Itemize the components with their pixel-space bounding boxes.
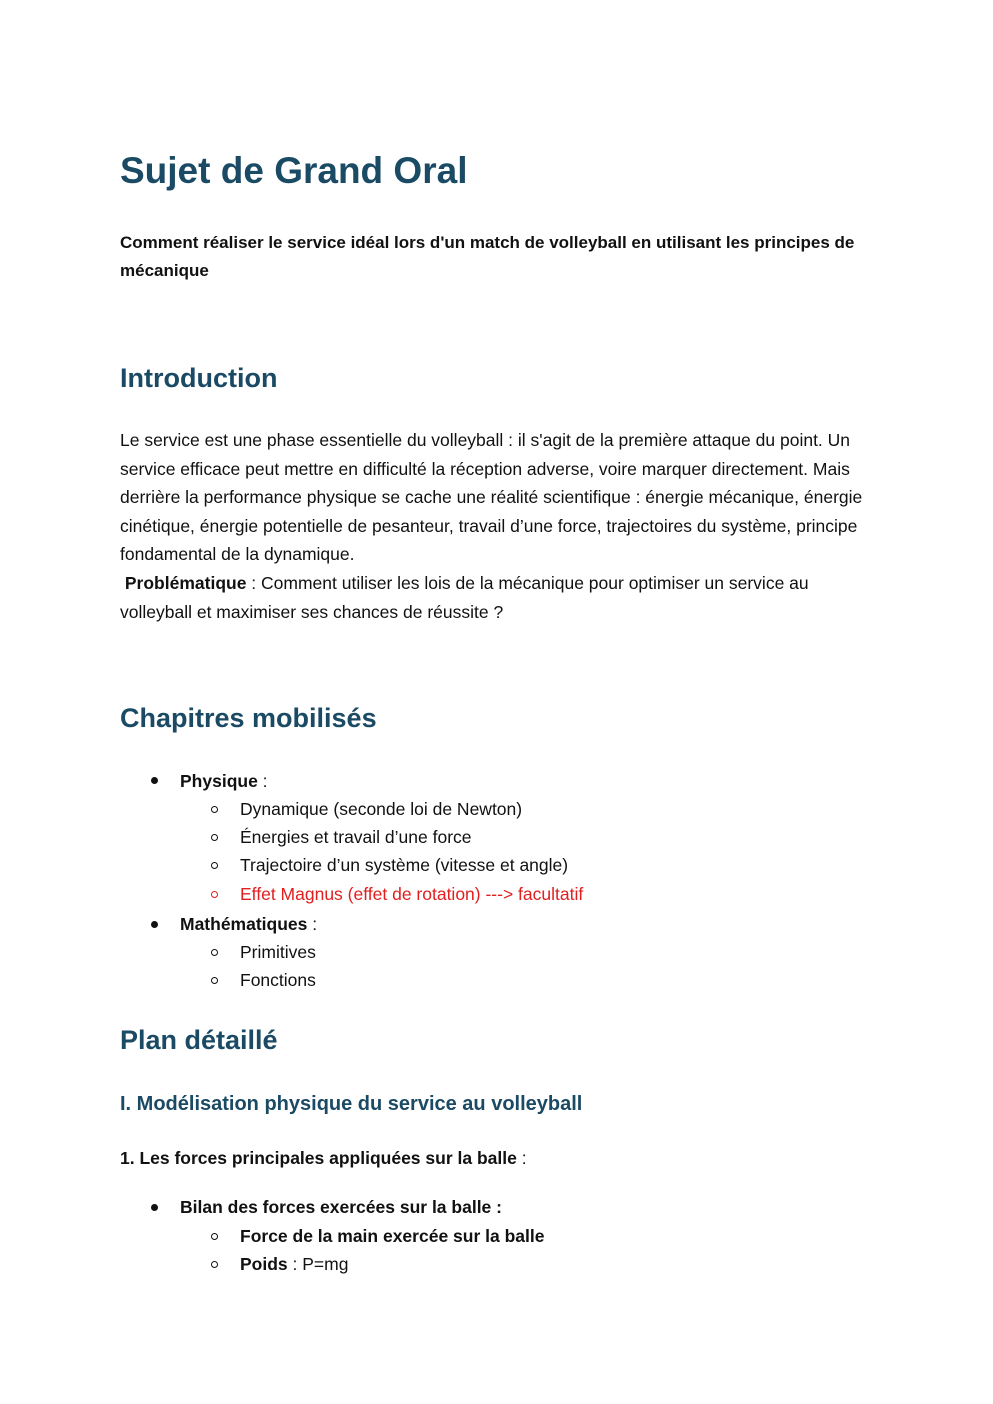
introduction-text: Le service est une phase essentielle du volleyball : il s'agit de la première attaque du point. Un service efficace peut mettre en difficulté la réception adverse, voire marquer directement. Mais derrière la performance physique se cache une réalité scientifique : énergie mécanique, énergie cinétique, énergie potentielle de pesanteur, travail d’une force, trajectoires du système, principe fondamental de la dynamique. bbox=[120, 430, 863, 565]
list-item: Dynamique (seconde loi de Newton) bbox=[240, 799, 523, 819]
list-item-poids bbox=[240, 1250, 348, 1278]
sub-bullet-icon bbox=[211, 949, 218, 956]
poids-label: Poids bbox=[240, 1254, 288, 1274]
list-item-bilan bbox=[180, 1193, 502, 1221]
document-title: Sujet de Grand Oral bbox=[120, 150, 468, 191]
chapitres-heading: Chapitres mobilisés bbox=[120, 703, 377, 733]
physique-label: Physique bbox=[180, 771, 258, 791]
document-subtitle: Comment réaliser le service idéal lors d'un match de volleyball en utilisant les principes de mécanique bbox=[120, 233, 855, 280]
list-item: Énergies et travail d’une force bbox=[240, 827, 472, 847]
sub-bullet-icon bbox=[211, 977, 218, 984]
introduction-paragraph bbox=[120, 426, 865, 626]
plan-heading: Plan détaillé bbox=[120, 1025, 278, 1055]
force-main-label: Force de la main exercée sur la balle bbox=[240, 1226, 545, 1246]
poids-text: : P=mg bbox=[287, 1254, 349, 1274]
sub-bullet-icon bbox=[211, 1233, 218, 1240]
sub-bullet-icon bbox=[211, 891, 218, 898]
problem-label: Problématique bbox=[124, 572, 247, 593]
problem-text: : Comment utiliser les lois de la mécanique pour optimiser un service au volleyball et maximiser ses chances de réussite ? bbox=[120, 572, 809, 622]
subsection-1-label: 1. Les forces principales appliquées sur la balle bbox=[120, 1148, 517, 1168]
list-item: Primitives bbox=[240, 942, 316, 962]
bullet-icon bbox=[151, 777, 158, 784]
list-item-physique bbox=[180, 767, 268, 795]
bullet-icon bbox=[151, 921, 158, 928]
bilan-label: Bilan des forces exercées sur la balle : bbox=[180, 1197, 502, 1217]
physique-suffix: : bbox=[257, 771, 268, 791]
introduction-heading: Introduction bbox=[120, 363, 278, 393]
sub-bullet-icon bbox=[211, 806, 218, 813]
subsection-1-suffix: : bbox=[516, 1148, 527, 1168]
list-item-optional: Effet Magnus (effet de rotation) ---> facultatif bbox=[240, 884, 584, 904]
bullet-icon bbox=[151, 1204, 158, 1211]
list-item-maths bbox=[180, 910, 317, 938]
sub-bullet-icon bbox=[211, 834, 218, 841]
maths-label: Mathématiques bbox=[180, 914, 308, 934]
section-1-heading: I. Modélisation physique du service au volleyball bbox=[120, 1093, 583, 1115]
maths-suffix: : bbox=[307, 914, 318, 934]
subsection-1-heading bbox=[120, 1144, 527, 1172]
sub-bullet-icon bbox=[211, 1261, 218, 1268]
list-item: Trajectoire d’un système (vitesse et angle) bbox=[240, 855, 569, 875]
list-item-force-main bbox=[240, 1222, 544, 1250]
list-item: Fonctions bbox=[240, 970, 316, 990]
sub-bullet-icon bbox=[211, 862, 218, 869]
